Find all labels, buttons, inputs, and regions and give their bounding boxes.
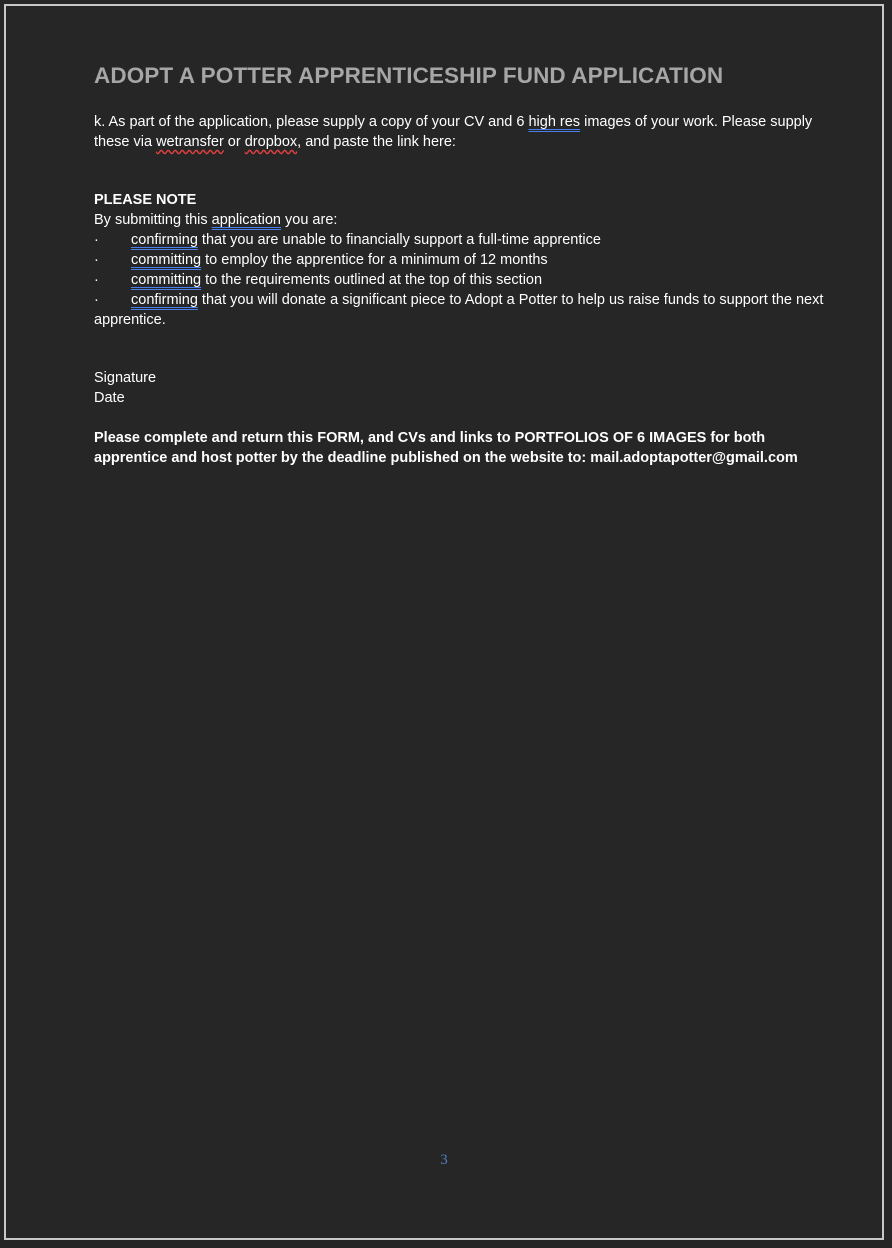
list-item [94,230,834,250]
spelling-flag-wetransfer[interactable]: wetransfer [156,134,224,150]
grammar-flag-bullet-verb[interactable]: committing [131,252,202,268]
document-title: ADOPT A POTTER APPRENTICESHIP FUND APPLICATION [94,63,724,88]
page-number: 3 [440,1152,448,1168]
document-page [4,4,884,1240]
grammar-flag-bullet-verb[interactable]: confirming [131,292,198,308]
bullet-text: that you will donate a significant piece to Adopt a Potter to help us raise funds to support the next apprentice. [94,292,824,328]
bullet-icon: · [94,232,99,248]
grammar-flag-high-res[interactable]: high res [528,114,581,130]
bullet-icon: · [94,252,99,268]
bullet-text: to employ the apprentice for a minimum of 12 months [201,252,548,268]
note-intro-suffix: you are: [281,212,338,228]
bullet-icon: · [94,292,99,308]
list-item [94,290,834,330]
signature-label: Signature [94,370,157,386]
page-content [94,62,834,468]
item-k-paragraph [94,112,834,152]
note-heading: PLEASE NOTE [94,192,197,208]
date-label: Date [94,390,125,406]
grammar-flag-application[interactable]: application [211,212,281,228]
bullet-text: to the requirements outlined at the top of this section [201,272,543,288]
item-k-mid: images of your work. Please supply these via [94,114,813,150]
list-item [94,270,834,290]
grammar-flag-bullet-verb[interactable]: confirming [131,232,198,248]
bullet-icon: · [94,272,99,288]
spelling-flag-dropbox[interactable]: dropbox [244,134,298,150]
note-intro-prefix: By submitting this [94,212,212,228]
item-k-prefix: k. As part of the application, please supply a copy of your CV and 6 [94,114,529,130]
item-k-suffix: , and paste the link here: [297,134,456,150]
grammar-flag-bullet-verb[interactable]: committing [131,272,202,288]
note-intro [94,210,834,230]
item-k-or: or [223,134,245,150]
list-item [94,250,834,270]
closing-instructions: Please complete and return this FORM, and CVs and links to PORTFOLIOS OF 6 IMAGES for both apprentice and host potter by the deadline published on the website to: mail.adoptapotter@gmail.com [94,430,798,466]
bullet-text: that you are unable to financially support a full-time apprentice [197,232,601,248]
